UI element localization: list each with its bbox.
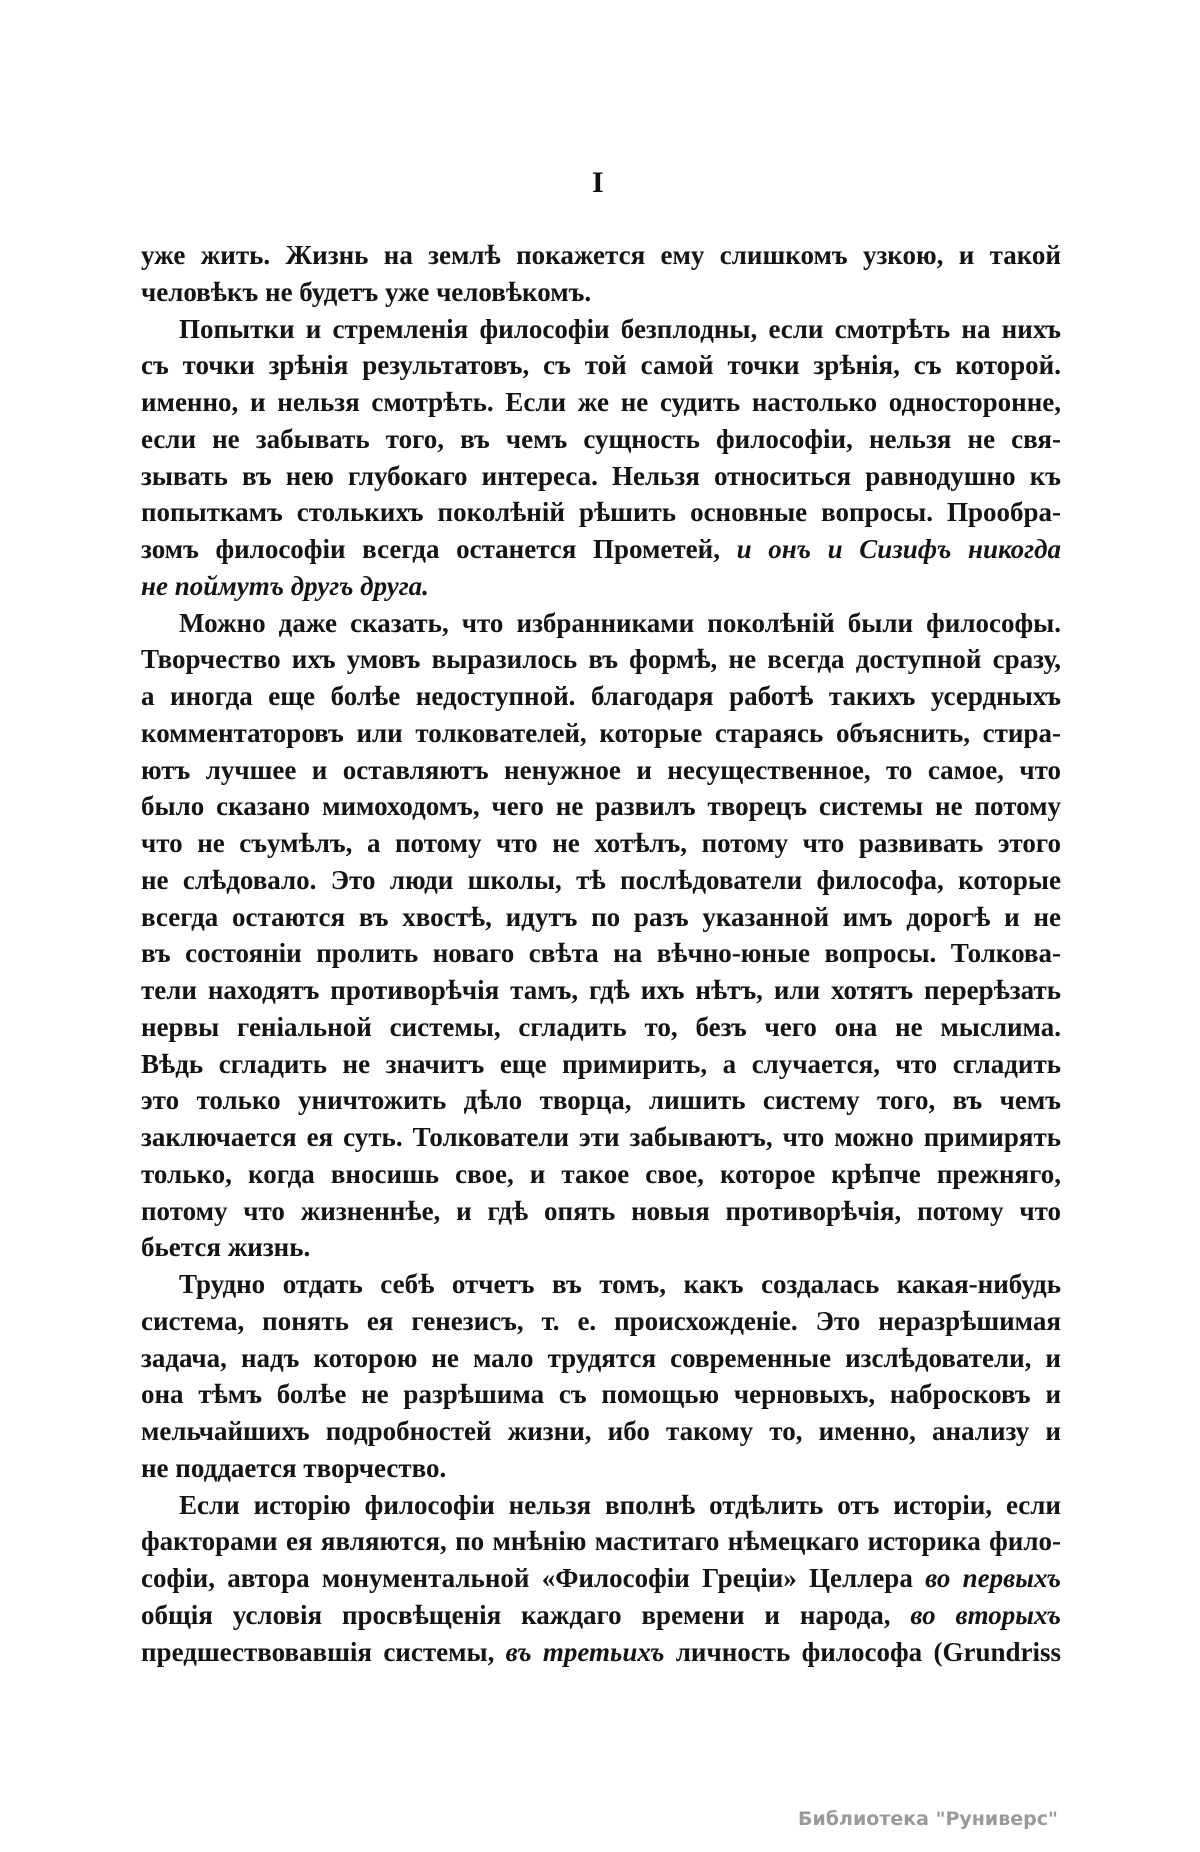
text-segment: зывать въ нею глубокаго интереса. Нельзя относиться равнодушно къ — [141, 460, 1061, 491]
text-line — [141, 899, 1061, 936]
text-line — [141, 1376, 1061, 1413]
text-segment: попыткамъ столькихъ поколѣній рѣшить основные вопросы. Прообра- — [141, 497, 1061, 528]
text-line — [141, 1413, 1061, 1450]
text-segment: человѣкъ не будетъ уже человѣкомъ. — [141, 276, 592, 307]
text-line — [141, 347, 1061, 384]
text-segment: въ состояніи пролить новаго свѣта на вѣчно-юные вопросы. Толкова- — [141, 938, 1061, 969]
text-line — [141, 1009, 1061, 1046]
text-line — [141, 531, 1061, 568]
text-segment: ютъ лучшее и оставляютъ ненужное и несущественное, то самое, что — [141, 754, 1061, 785]
text-segment: Можно даже сказать, что избранниками поколѣній были философы. — [179, 607, 1061, 638]
body-text — [141, 237, 1061, 1670]
text-line — [141, 1450, 1061, 1487]
text-segment: мельчайшихъ подробностей жизни, ибо такому то, именно, анализу и — [141, 1416, 1061, 1446]
text-segment: именно, и нельзя смотрѣть. Если же не судить настолько односторонне, — [141, 387, 1061, 417]
text-line — [141, 274, 1061, 311]
text-segment: бьется жизнь. — [141, 1232, 311, 1263]
italic-text: во вторыхъ — [910, 1599, 1061, 1630]
text-segment: зомъ философіи всегда останется Прометей, — [141, 534, 737, 564]
library-watermark: Библиотека "Руниверс" — [798, 1808, 1058, 1830]
text-segment: предшествовавшія системы, — [141, 1636, 506, 1667]
text-segment: факторами ея являются, по мнѣнію маститаго нѣмецкаго историка фило- — [141, 1526, 1061, 1557]
text-line — [141, 1560, 1061, 1597]
text-line — [141, 1119, 1061, 1156]
text-line — [141, 678, 1061, 715]
text-segment: Трудно отдать себѣ отчетъ въ томъ, какъ создалась какая-нибудь — [179, 1269, 1061, 1299]
text-line — [141, 1082, 1061, 1119]
text-line — [141, 1597, 1061, 1634]
text-line — [141, 1523, 1061, 1560]
italic-text: во первыхъ — [925, 1563, 1061, 1593]
text-segment: общія условія просвѣщенія каждаго времени и народа, — [141, 1599, 911, 1630]
text-segment: Творчество ихъ умовъ выразилось въ формѣ, не всегда доступной сразу, — [141, 644, 1061, 675]
text-line — [141, 1634, 1061, 1671]
text-line — [141, 384, 1061, 421]
text-line — [141, 1229, 1061, 1266]
text-segment: задача, надъ которою не мало трудятся современные изслѣдователи, и — [141, 1342, 1061, 1373]
text-line — [141, 605, 1061, 642]
text-line — [141, 1487, 1061, 1524]
text-segment: Если исторію философіи нельзя вполнѣ отдѣлить отъ исторіи, если — [179, 1489, 1061, 1520]
text-segment: съ точки зрѣнія результатовъ, съ той самой точки зрѣнія, съ которой. — [141, 350, 1061, 381]
text-segment: уже жить. Жизнь на землѣ покажется ему слишкомъ узкою, и такой — [141, 240, 1061, 270]
text-segment: система, понять ея генезисъ, т. е. происхожденіе. Это неразрѣшимая — [141, 1305, 1061, 1336]
text-line — [141, 1046, 1061, 1083]
text-line — [141, 1340, 1061, 1377]
text-segment: не слѣдовало. Это люди школы, тѣ послѣдователи философа, которые — [141, 864, 1061, 895]
text-segment: было сказано мимоходомъ, чего не развилъ творецъ системы не потому — [141, 791, 1061, 822]
page-number: I — [592, 166, 604, 199]
text-segment: а иногда еще болѣе недоступной. благодаря работѣ такихъ усердныхъ — [141, 681, 1061, 711]
text-segment: не поддается творчество. — [141, 1452, 447, 1483]
text-line — [141, 825, 1061, 862]
text-line — [141, 935, 1061, 972]
text-segment: только, когда вносишь свое, и такое свое, которое крѣпче прежняго, — [141, 1158, 1061, 1189]
italic-text: въ третьихъ — [505, 1636, 665, 1667]
text-segment: личность философа (Grundriss — [664, 1636, 1061, 1667]
text-segment: она тѣмъ болѣе не разрѣшима съ помощью черновыхъ, набросковъ и — [141, 1379, 1061, 1410]
text-line — [141, 972, 1061, 1009]
text-line — [141, 421, 1061, 458]
text-segment: потому что жизненнѣе, и гдѣ опять новыя противорѣчія, потому что — [141, 1195, 1061, 1226]
text-segment: что не съумѣлъ, а потому что не хотѣлъ, потому что развивать этого — [141, 828, 1061, 858]
text-line — [141, 641, 1061, 678]
italic-text: и онъ и Сизифъ никогда — [736, 534, 1061, 564]
text-line — [141, 568, 1061, 605]
text-line — [141, 458, 1061, 495]
text-line — [141, 788, 1061, 825]
text-line — [141, 862, 1061, 899]
text-line — [141, 494, 1061, 531]
text-line — [141, 1266, 1061, 1303]
text-segment: Вѣдь сгладить не значитъ еще примирить, а случается, что сгладить — [141, 1048, 1061, 1079]
text-line — [141, 1303, 1061, 1340]
text-line — [141, 1193, 1061, 1230]
text-segment: Попытки и стремленія философіи безплодны, если смотрѣть на нихъ — [179, 313, 1061, 344]
text-line — [141, 752, 1061, 789]
text-segment: всегда остаются въ хвостѣ, идутъ по разъ указанной имъ дорогѣ и не — [141, 901, 1061, 932]
text-line — [141, 1156, 1061, 1193]
text-segment: софіи, автора монументальной «Философіи Греціи» Целлера — [141, 1563, 926, 1593]
text-segment: заключается ея суть. Толкователи эти забываютъ, что можно примирять — [141, 1122, 1061, 1152]
text-line — [141, 311, 1061, 348]
text-line — [141, 237, 1061, 274]
text-segment: если не забывать того, въ чемъ сущность философіи, нельзя не свя- — [141, 423, 1061, 454]
italic-text: не поймутъ другъ друга. — [141, 570, 429, 601]
text-segment: это только уничтожить дѣло творца, лишить систему того, въ чемъ — [141, 1085, 1061, 1116]
text-segment: комментаторовъ или толкователей, которые стараясь объяснить, стира- — [141, 717, 1061, 748]
text-segment: нервы геніальной системы, сгладить то, безъ чего она не мыслима. — [141, 1011, 1061, 1042]
text-segment: тели находятъ противорѣчія тамъ, гдѣ ихъ нѣтъ, или хотятъ перерѣзать — [141, 975, 1061, 1005]
text-line — [141, 715, 1061, 752]
